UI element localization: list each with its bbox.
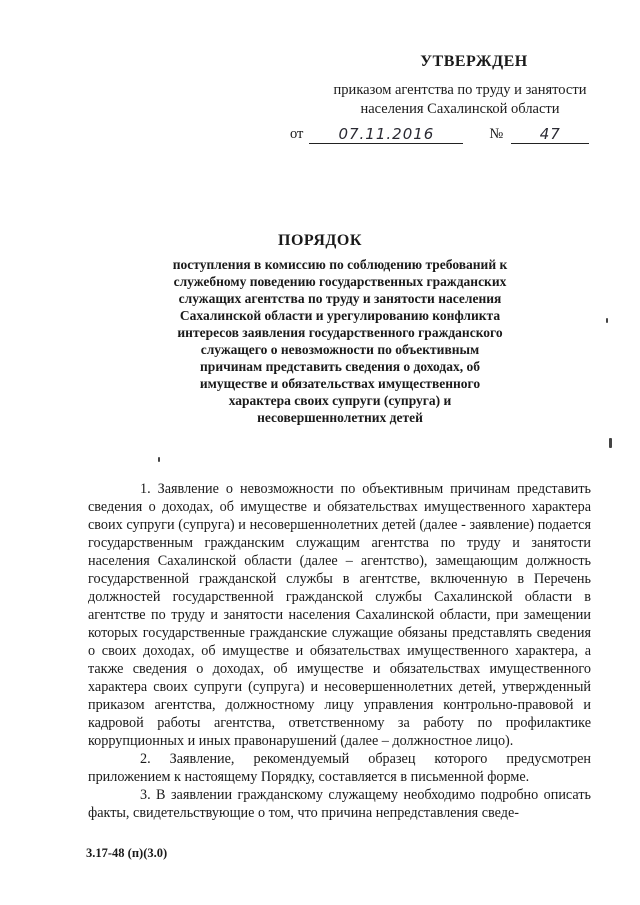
- footer-code: 3.17-48 (п)(3.0): [86, 846, 168, 860]
- subtitle-line: причинам представить сведения о доходах, об: [200, 359, 480, 374]
- approval-date-row: [290, 125, 610, 144]
- subtitle-line: имуществе и обязательствах имущественного: [199, 376, 481, 391]
- document-title: ПОРЯДОК: [278, 232, 362, 249]
- subtitle-line: несовершеннолетних детей: [257, 410, 423, 425]
- document-body: [88, 480, 591, 822]
- paragraph-1: 1. Заявление о невозможности по объективным причинам представить сведения о доходах, об имуществе и обязательствах имущественного характера своих супруги (супруга) и несовершеннолетних детей (далее - заявление) подается государственным гражданским служащим агентства по труду и занятости населения Сахалинской области (далее – агентство), замещающим должность государственной гражданской службы в агентстве, включенную в Перечень должностей государственной гражданской службы Сахалинской области в агентстве по труду и занятости населения Сахалинской области, при замещении которых государственные гражданские служащие обязаны представлять сведения о своих доходах, об имуществе и обязательствах имущественного характера, а также сведения о доходах, об имуществе и обязательствах имущественного характера своих супруги (супруга) и несовершеннолетних детей, утвержденный приказом агентства, должностному лицу управления контрольно-правовой и кадровой работы агентства, ответственному за работу по профилактике коррупционных и иных правонарушений (далее – должностное лицо).: [88, 481, 591, 749]
- subtitle-line: поступления в комиссию по соблюдению требований к: [172, 257, 508, 272]
- scan-speck: [606, 318, 608, 323]
- handwritten-number: 47: [511, 126, 589, 144]
- approval-order-line-1: приказом агентства по труду и занятости: [333, 82, 587, 98]
- approval-heading: УТВЕРЖДЕН: [420, 53, 528, 70]
- subtitle-line: служащего о невозможности по объективным: [200, 342, 480, 357]
- scan-speck: [158, 457, 160, 462]
- approval-order-line-2: населения Сахалинской области: [360, 101, 560, 117]
- subtitle-line: служебному поведению государственных гражданских: [173, 274, 507, 289]
- subtitle-line: характера своих супруги (супруга) и: [228, 393, 452, 408]
- paragraph-3: 3. В заявлении гражданскому служащему необходимо подробно описать факты, свидетельствующие о том, что причина непредставления сведе-: [88, 787, 591, 821]
- scan-speck: [609, 438, 612, 448]
- subtitle-line: интересов заявления государственного гражданского: [177, 325, 503, 340]
- subtitle-line: служащих агентства по труду и занятости населения: [178, 291, 502, 306]
- approval-block: [290, 52, 610, 144]
- handwritten-date: 07.11.2016: [309, 126, 463, 144]
- subtitle-line: Сахалинской области и урегулированию конфликта: [179, 308, 501, 323]
- document-subtitle: [140, 256, 540, 426]
- number-prefix: №: [489, 126, 504, 142]
- paragraph-2: 2. Заявление, рекомендуемый образец которого предусмотрен приложением к настоящему Порядку, составляется в письменной форме.: [88, 751, 591, 785]
- date-prefix: от: [290, 126, 304, 142]
